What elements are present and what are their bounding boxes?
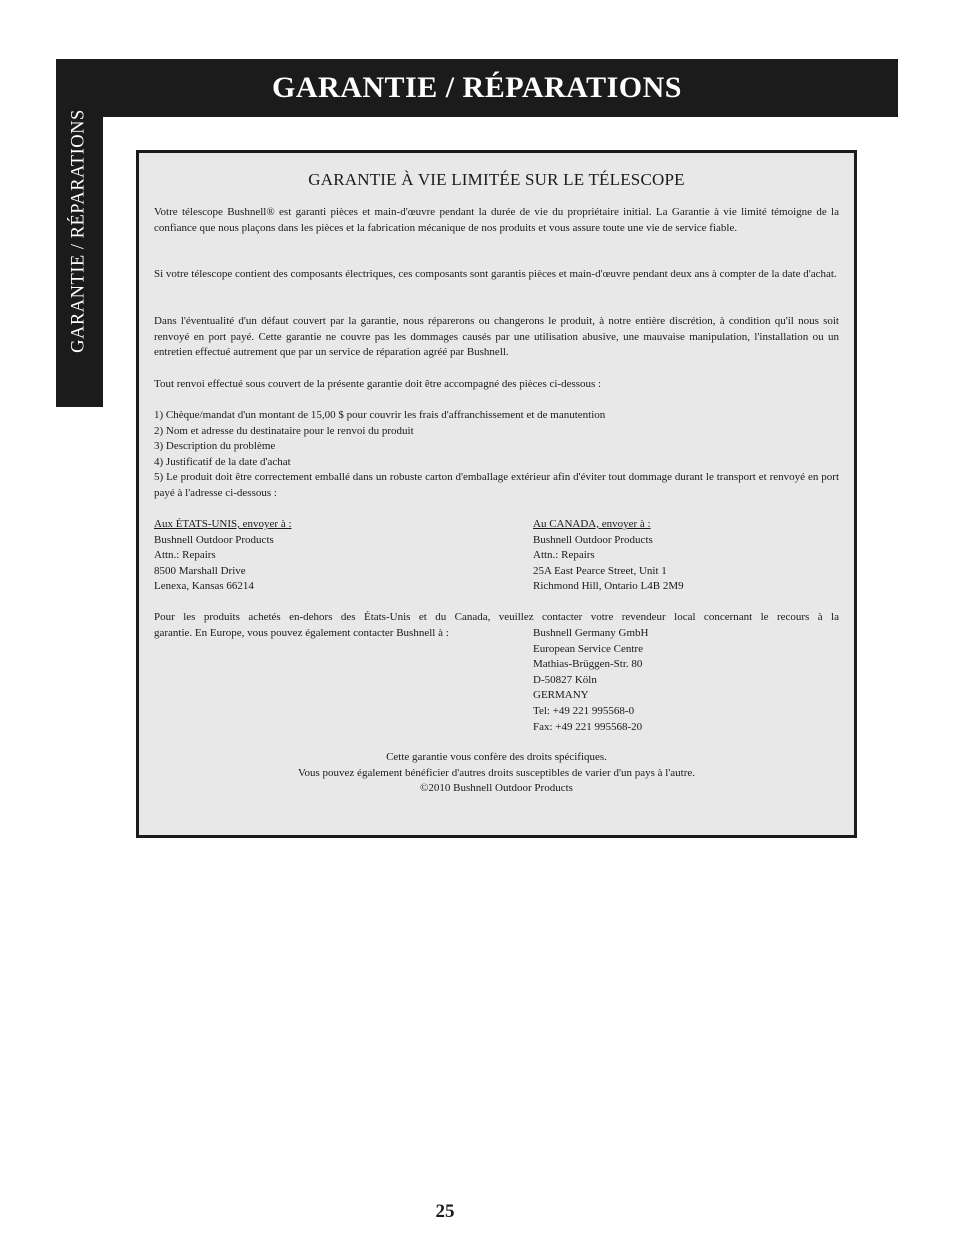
address-line: European Service Centre (533, 642, 643, 655)
canada-address (533, 517, 833, 595)
address-line: Bushnell Outdoor Products (533, 533, 653, 546)
address-line: D-50827 Köln (533, 673, 597, 686)
address-line: Attn.: Repairs (154, 549, 216, 562)
warranty-paragraph-1: Votre télescope Bushnell® est garanti pièces et main-d'œuvre pendant la durée de vie du propriétaire initial. La Garantie à vie limité témoigne de la confiance que nous plaçons dans les pièces et la fabrication mécanique de nos produits et vous assure toute une vie de service fiable. (154, 206, 839, 234)
copyright: ©2010 Bushnell Outdoor Products (420, 782, 573, 795)
rights-note (139, 750, 854, 797)
address-line: 8500 Marshall Drive (154, 564, 246, 577)
warranty-paragraph-4: Tout renvoi effectué sous couvert de la présente garantie doit être accompagné des pièces ci-dessous : (154, 378, 602, 390)
address-line: 25A East Pearce Street, Unit 1 (533, 564, 667, 577)
europe-address (533, 626, 833, 735)
address-line: Fax: +49 221 995568-20 (533, 720, 643, 733)
warranty-paragraph-2: Si votre télescope contient des composants électriques, ces composants sont garantis pièces et main-d'œuvre pendant deux ans à compter de la date d'achat. (154, 268, 837, 280)
requirements-list (154, 408, 839, 502)
list-item: 4) Justificatif de la date d'achat (154, 455, 291, 468)
address-line: Bushnell Germany GmbH (533, 627, 649, 639)
address-line: Bushnell Outdoor Products (154, 533, 274, 546)
europe-paragraph-line-1: Pour les produits achetés en-dehors des États-Unis et du Canada, veuillez contacter votre revendeur local concernant le recours à la (154, 611, 839, 623)
usa-address (154, 517, 454, 595)
page-title: GARANTIE / RÉPARATIONS (272, 71, 682, 104)
warranty-title: GARANTIE À VIE LIMITÉE SUR LE TÉLESCOPE (308, 170, 685, 189)
warranty-box (136, 150, 857, 838)
list-item: 2) Nom et adresse du destinataire pour le renvoi du produit (154, 424, 414, 437)
address-line: Lenexa, Kansas 66214 (154, 580, 254, 593)
address-line: Tel: +49 221 995568-0 (533, 704, 635, 717)
side-tab-label: GARANTIE / RÉPARATIONS (68, 109, 89, 353)
list-item: 3) Description du problème (154, 440, 276, 453)
list-item: 5) Le produit doit être correctement emballé dans un robuste carton d'emballage extérieur afin d'éviter tout dommage durant le transport et renvoyé en port payé à l'adresse ci-dessous : (154, 471, 839, 499)
rights-note-line: Vous pouvez également bénéficier d'autres droits susceptibles de varier d'un pays à l'autre. (297, 766, 696, 779)
address-line: Richmond Hill, Ontario L4B 2M9 (533, 580, 684, 593)
address-line: GERMANY (533, 689, 589, 702)
page-number: 25 (435, 1201, 455, 1222)
list-item: 1) Chèque/mandat d'un montant de 15,00 $ pour couvrir les frais d'affranchissement et de manutention (154, 409, 606, 421)
address-line: Attn.: Repairs (533, 549, 595, 562)
rights-note-line: Cette garantie vous confère des droits spécifiques. (386, 751, 607, 763)
warranty-paragraph-3: Dans l'éventualité d'un défaut couvert par la garantie, nous réparerons ou changerons le produit, à notre entière discrétion, à condition qu'il nous soit renvoyé en port payé. Cette garantie ne couvre pas les dommages causés par une utilisation abusive, une mauvaise manipulation, l'installation ou un entretien effectué autrement que par un service de réparation agréé par Bushnell. (154, 315, 839, 359)
usa-address-heading: Aux ÉTATS-UNIS, envoyer à : (154, 518, 292, 530)
address-line: Mathias-Brüggen-Str. 80 (533, 658, 643, 671)
europe-paragraph-line-2: garantie. En Europe, vous pouvez également contacter Bushnell à : (154, 627, 449, 639)
canada-address-heading: Au CANADA, envoyer à : (533, 518, 651, 530)
